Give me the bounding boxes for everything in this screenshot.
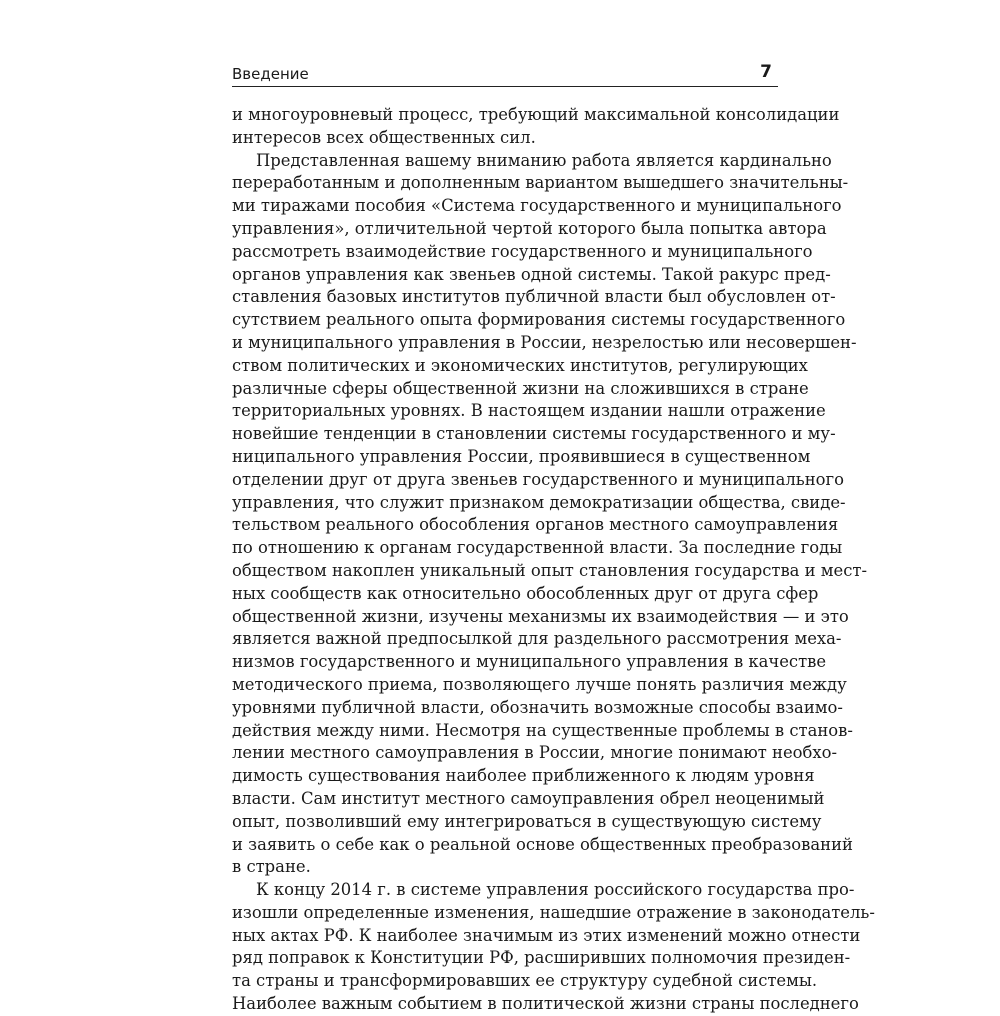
body-text: [232, 104, 875, 1016]
text-line: ставления базовых институтов публичной власти был обусловлен от-: [232, 287, 836, 307]
text-line: Представленная вашему вниманию работа является кардинально: [256, 150, 832, 170]
text-line: территориальных уровнях. В настоящем издании нашли отражение: [232, 401, 826, 421]
text-line: по отношению к органам государственной власти. За последние годы: [232, 538, 843, 558]
text-line: уровнями публичной власти, обозначить возможные способы взаимо-: [232, 697, 843, 717]
text-line: различные сферы общественной жизни на сложившихся в стране: [232, 378, 809, 398]
text-line: методического приема, позволяющего лучше понять различия между: [232, 674, 847, 694]
text-line: власти. Сам институт местного самоуправления обрел неоценимый: [232, 788, 825, 808]
text-line: димость существования наиболее приближенного к людям уровня: [232, 766, 815, 786]
text-line: рассмотреть взаимодействие государственного и муниципального: [232, 241, 813, 261]
text-line: та страны и трансформировавших ее структуру судебной системы.: [232, 971, 818, 991]
text-line: и многоуровневый процесс, требующий максимальной консолидации: [232, 105, 840, 124]
page-number: 7: [760, 62, 772, 82]
text-line: в стране.: [232, 857, 311, 877]
text-line: управления», отличительной чертой которого была попытка автора: [232, 218, 827, 238]
text-line: переработанным и дополненным вариантом вышедшего значительны-: [232, 173, 849, 193]
text-line: управления, что служит признаком демократизации общества, свиде-: [232, 492, 846, 512]
text-line: ниципального управления России, проявившиеся в существенном: [232, 446, 811, 466]
text-line: ных актах РФ. К наиболее значимым из этих изменений можно отнести: [232, 925, 861, 945]
text-line: действия между ними. Несмотря на существенные проблемы в станов-: [232, 720, 853, 740]
text-line: низмов государственного и муниципального управления в качестве: [232, 652, 827, 672]
text-line: сутствием реального опыта формирования системы государственного: [232, 310, 846, 330]
text-line: общественной жизни, изучены механизмы их взаимодействия — и это: [232, 606, 849, 626]
text-line: Наиболее важным событием в политической жизни страны последнего: [232, 994, 859, 1014]
text-line: отделении друг от друга звеньев государственного и муниципального: [232, 469, 844, 489]
text-line: К концу 2014 г. в системе управления российского государства про-: [256, 880, 855, 900]
running-header: [232, 62, 778, 87]
text-line: и муниципального управления в России, незрелостью или несовершен-: [232, 332, 857, 352]
text-line: и заявить о себе как о реальной основе общественных преобразований: [232, 834, 853, 854]
text-line: новейшие тенденции в становлении системы государственного и му-: [232, 424, 836, 444]
text-line: интересов всех общественных сил.: [232, 127, 536, 147]
chapter-title: Введение: [232, 65, 309, 83]
text-line: ряд поправок к Конституции РФ, расширивших полномочия президен-: [232, 948, 851, 968]
text-line: обществом накоплен уникальный опыт становления государства и мест-: [232, 560, 868, 580]
text-line: изошли определенные изменения, нашедшие отражение в законодатель-: [232, 902, 875, 922]
text-line: ных сообществ как относительно обособленных друг от друга сфер: [232, 583, 819, 603]
text-line: органов управления как звеньев одной системы. Такой ракурс пред-: [232, 264, 831, 284]
text-line: тельством реального обособления органов местного самоуправления: [232, 515, 839, 535]
text-line: ми тиражами пособия «Система государственного и муниципального: [232, 196, 842, 216]
text-line: является важной предпосылкой для раздельного рассмотрения меха-: [232, 629, 842, 649]
text-line: опыт, позволивший ему интегрироваться в существующую систему: [232, 811, 822, 831]
text-line: лении местного самоуправления в России, многие понимают необхо-: [232, 743, 838, 763]
text-line: ством политических и экономических институтов, регулирующих: [232, 355, 808, 375]
